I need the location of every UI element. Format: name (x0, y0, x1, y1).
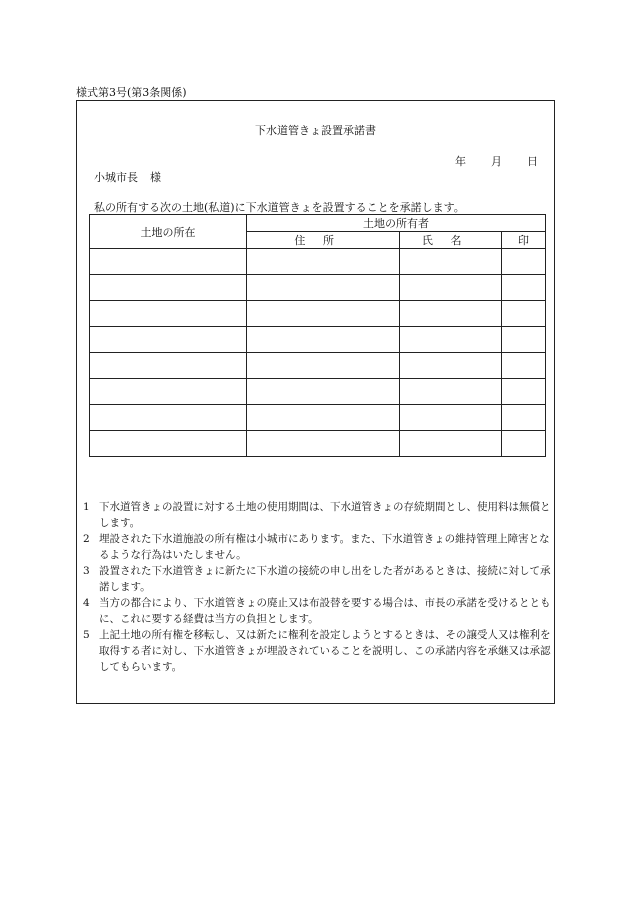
owner-name-cell[interactable] (400, 353, 502, 379)
table-row (90, 405, 546, 431)
table-row (90, 379, 546, 405)
land-location-cell[interactable] (90, 405, 247, 431)
condition-text: 設置された下水道管きょに新たに下水道の接続の申し出をした者があるときは、接続に対して承諾します。 (99, 565, 551, 593)
owner-address-cell[interactable] (247, 327, 400, 353)
owner-name-cell[interactable] (400, 327, 502, 353)
form-number: 様式第3号(第3条関係) (76, 86, 187, 99)
table-row (90, 327, 546, 353)
land-location-cell[interactable] (90, 249, 247, 275)
form-title: 下水道管きょ設置承諾書 (255, 124, 376, 137)
table-row (90, 249, 546, 275)
owner-address-cell[interactable] (247, 275, 400, 301)
consent-statement: 私の所有する次の土地(私道)に下水道管きょを設置することを承諾します。 (94, 201, 465, 214)
addressee-honorific: 様 (150, 171, 161, 184)
condition-number: 5 (83, 629, 90, 641)
condition-item (83, 531, 551, 563)
date-month-label: 月 (491, 155, 502, 168)
owner-rows (90, 249, 546, 457)
header-seal: 印 (502, 232, 546, 249)
land-location-cell[interactable] (90, 327, 247, 353)
owner-name-cell[interactable] (400, 301, 502, 327)
condition-text: 当方の都合により、下水道管きょの廃止又は布設替を要する場合は、市長の承諾を受けるとともに、これに要する経費は当方の負担とします。 (99, 597, 551, 625)
owner-seal-cell[interactable] (502, 327, 546, 353)
land-location-cell[interactable] (90, 379, 247, 405)
condition-number: 1 (83, 501, 90, 513)
owner-address-cell[interactable] (247, 301, 400, 327)
owner-name-cell[interactable] (400, 379, 502, 405)
land-location-cell[interactable] (90, 353, 247, 379)
date-day-label: 日 (527, 155, 538, 168)
condition-number: 2 (83, 533, 90, 545)
owner-seal-cell[interactable] (502, 249, 546, 275)
condition-text: 上記土地の所有権を移転し、又は新たに権利を設定しようとするときは、その譲受人又は権利を取得する者に対し、下水道管きょが埋設されていることを説明し、この承諾内容を承継又は承認してもらいます。 (99, 629, 551, 673)
form-frame (76, 100, 555, 704)
owner-seal-cell[interactable] (502, 431, 546, 457)
land-location-cell[interactable] (90, 431, 247, 457)
condition-text: 下水道管きょの設置に対する土地の使用期間は、下水道管きょの存続期間とし、使用料は無償とします。 (99, 501, 551, 529)
condition-number: 4 (83, 597, 90, 609)
conditions-list (83, 499, 551, 675)
owner-address-cell[interactable] (247, 379, 400, 405)
owner-seal-cell[interactable] (502, 379, 546, 405)
owner-name-cell[interactable] (400, 249, 502, 275)
header-name-label: 氏名 (421, 234, 480, 247)
owner-address-cell[interactable] (247, 431, 400, 457)
owner-seal-cell[interactable] (502, 405, 546, 431)
header-name (400, 232, 502, 249)
condition-item (83, 499, 551, 531)
owner-name-cell[interactable] (400, 275, 502, 301)
header-address-label: 住所 (294, 234, 352, 247)
header-address (247, 232, 400, 249)
condition-text: 埋設された下水道施設の所有権は小城市にあります。また、下水道管きょの維持管理上障害となるような行為はいたしません。 (99, 533, 550, 561)
owner-address-cell[interactable] (247, 249, 400, 275)
owner-address-cell[interactable] (247, 353, 400, 379)
table-row (90, 301, 546, 327)
condition-item (83, 563, 551, 595)
addressee-name: 小城市長 (94, 171, 138, 184)
owner-seal-cell[interactable] (502, 353, 546, 379)
header-land-owner: 土地の所有者 (247, 215, 546, 232)
land-location-cell[interactable] (90, 275, 247, 301)
table-row (90, 353, 546, 379)
condition-item (83, 595, 551, 627)
land-owner-table (89, 214, 546, 457)
owner-address-cell[interactable] (247, 405, 400, 431)
condition-item (83, 627, 551, 675)
table-row (90, 275, 546, 301)
header-land-location: 土地の所在 (90, 215, 247, 249)
land-location-cell[interactable] (90, 301, 247, 327)
table-row (90, 431, 546, 457)
addressee (94, 169, 161, 185)
owner-name-cell[interactable] (400, 431, 502, 457)
date-year-label: 年 (455, 155, 466, 168)
owner-name-cell[interactable] (400, 405, 502, 431)
owner-seal-cell[interactable] (502, 275, 546, 301)
owner-seal-cell[interactable] (502, 301, 546, 327)
condition-number: 3 (83, 565, 90, 577)
